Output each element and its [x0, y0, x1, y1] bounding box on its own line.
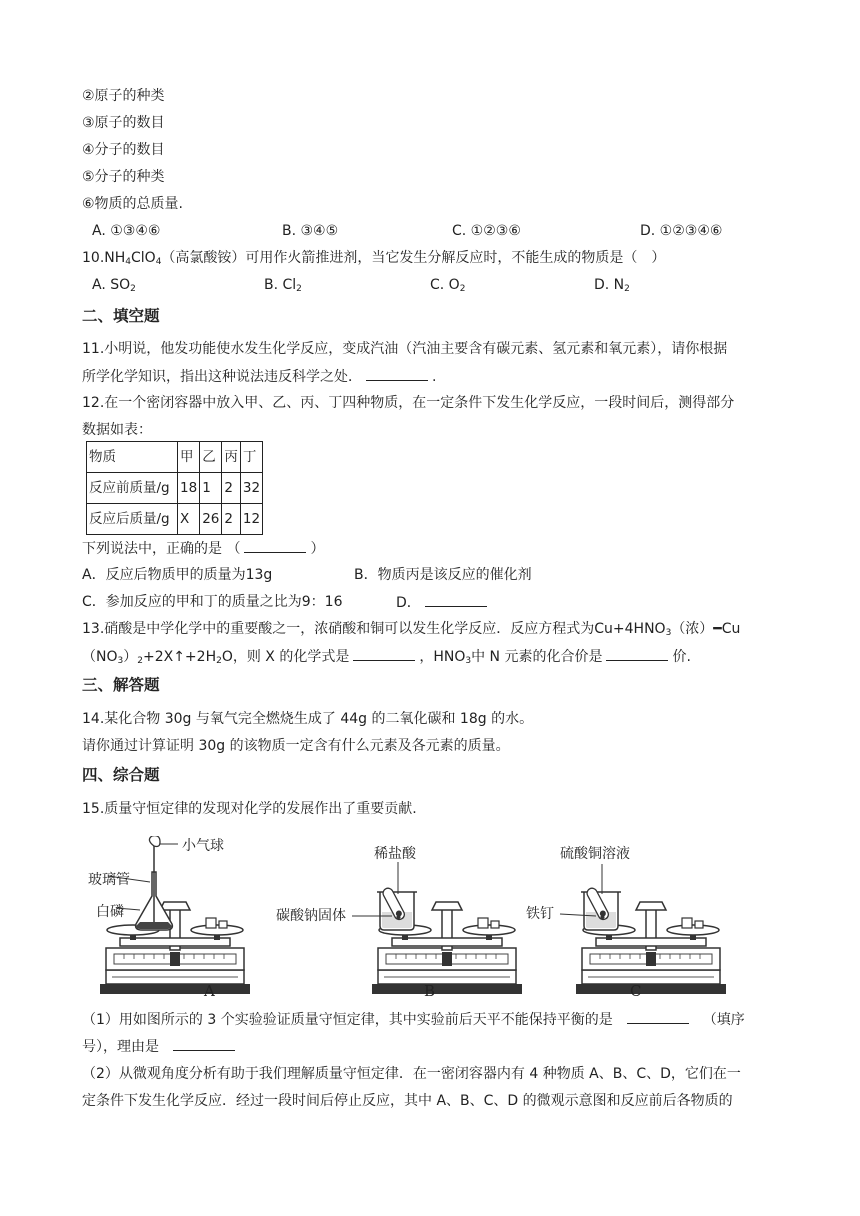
q15-balance-figure [80, 836, 780, 1002]
table-row [87, 504, 263, 535]
table-header-row [87, 442, 263, 473]
q10-option-b[interactable]: B. $Cl_2$ [264, 277, 302, 294]
table-cell: 1 [200, 473, 222, 504]
label-experiment-c: C [630, 982, 642, 1000]
q12-option-d[interactable]: D． [396, 592, 491, 613]
table-cell: 反应前质量/g [87, 473, 178, 504]
table-cell: 2 [222, 504, 241, 535]
table-header-cell: 乙 [200, 442, 222, 473]
table-cell: 反应后质量/g [87, 504, 178, 535]
label-copper-sulfate: 硫酸铜溶液 [560, 846, 630, 862]
label-sodium-carbonate: 碳酸钠固体 [276, 908, 346, 924]
q15-part2-line1: （2）从微观角度分析有助于我们理解质量守恒定律．在一密闭容器内有 4 种物质 A、B、C、D，它们在一 [82, 1066, 741, 1082]
table-header-cell: 丙 [222, 442, 241, 473]
table-row [87, 473, 263, 504]
section-comprehensive: 四、综合题 [82, 766, 160, 784]
q9-item-4: ④分子的数目 [82, 142, 165, 158]
label-experiment-a: A [204, 982, 215, 1000]
q12-option-b[interactable]: B．物质丙是该反应的催化剂 [354, 567, 532, 583]
q12-line-1: 12.在一个密闭容器中放入甲、乙、丙、丁四种物质，在一定条件下发生化学反应，一段时间后，测得部分 [82, 395, 735, 411]
q10-option-a[interactable]: A. $SO_2$ [92, 277, 136, 294]
section-fill-in: 二、填空题 [82, 307, 160, 325]
label-white-phosphorus: 白磷 [96, 904, 124, 920]
q12-answer-blank[interactable] [244, 538, 306, 553]
table-cell: 2 [222, 473, 241, 504]
q10-stem: $10.NH_4ClO_4$（高氯酸铵）可用作火箭推进剂，当它发生分解反应时，不能生成的物质是（ ） [82, 250, 666, 267]
q9-item-6: ⑥物质的总质量. [82, 196, 184, 212]
q15-part1-line2: 号），理由是 [82, 1036, 239, 1057]
q9-item-3: ③原子的数目 [82, 115, 165, 131]
q13-line-2: $(NO_3)_2+2X↑+2H_2O$，则 X 的化学式是 ，$HNO_3$中 N 元素的化合价是 价. [82, 646, 691, 667]
q12-data-table [86, 441, 263, 535]
label-experiment-b: B [424, 982, 436, 1000]
q15-part1-line1: （1）用如图所示的 3 个实验验证质量守恒定律，其中实验前后天平不能保持平衡的是 （填序 [82, 1009, 745, 1030]
q13-formula-blank[interactable] [353, 646, 415, 661]
q15-part2-line2: 定条件下发生化学反应．经过一段时间后停止反应，其中 A、B、C、D 的微观示意图和反应前后各物质的 [82, 1093, 733, 1109]
label-balloon: 小气球 [182, 838, 224, 854]
label-dilute-hcl: 稀盐酸 [374, 846, 416, 862]
q15-unbalanced-blank[interactable] [627, 1009, 689, 1024]
q14-line-2: 请你通过计算证明 30g 的该物质一定含有什么元素及各元素的质量。 [82, 738, 510, 754]
table-header-cell: 丁 [240, 442, 262, 473]
q9-option-b[interactable]: B. ③④⑤ [282, 223, 339, 239]
q11-answer-blank[interactable] [366, 366, 428, 381]
label-iron-nail: 铁钉 [526, 906, 554, 922]
q10-options [92, 275, 792, 295]
table-header-cell: 物质 [87, 442, 178, 473]
label-glass-tube: 玻璃管 [88, 872, 130, 888]
q15-intro: 15.质量守恒定律的发现对化学的发展作出了重要贡献. [82, 801, 417, 817]
q10-option-c[interactable]: C. $O_2$ [430, 277, 466, 294]
q9-option-c[interactable]: C. ①②③⑥ [452, 223, 521, 239]
q13-valence-blank[interactable] [606, 646, 668, 661]
section-answer: 三、解答题 [82, 676, 160, 694]
q12-line-2: 数据如表： [82, 422, 152, 438]
q9-option-a[interactable]: A. ①③④⑥ [92, 223, 161, 239]
table-cell: 32 [240, 473, 262, 504]
q10-option-d[interactable]: D. $N_2$ [594, 277, 630, 294]
q11-line-2: 所学化学知识，指出这种说法违反科学之处． . [82, 366, 436, 387]
q12-option-a[interactable]: A．反应后物质甲的质量为13g [82, 567, 273, 583]
table-cell: 12 [240, 504, 262, 535]
table-cell: 26 [200, 504, 222, 535]
q14-line-1: 14.某化合物 30g 与氧气完全燃烧生成了 44g 的二氧化碳和 18g 的水。 [82, 711, 534, 727]
q11-line-1: 11.小明说，他发功能使水发生化学反应，变成汽油（汽油主要含有碳元素、氢元素和氧元素），请你根据 [82, 341, 728, 357]
q9-item-2: ②原子的种类 [82, 88, 165, 104]
table-cell: 18 [178, 473, 200, 504]
q12-option-c[interactable]: C．参加反应的甲和丁的质量之比为9：16 [82, 594, 343, 610]
q13-line-1: 13.硝酸是中学化学中的重要酸之一，浓硝酸和铜可以发生化学反应．反应方程式为$Cu+4HNO_3$（浓）━Cu [82, 621, 741, 638]
table-header-cell: 甲 [178, 442, 200, 473]
q15-reason-blank[interactable] [173, 1036, 235, 1051]
q9-item-5: ⑤分子的种类 [82, 169, 165, 185]
table-cell: X [178, 504, 200, 535]
q12-option-d-blank[interactable] [425, 592, 487, 607]
q12-ask: 下列说法中，正确的是 （ ） [82, 538, 324, 559]
q9-option-d[interactable]: D. ①②③④⑥ [640, 223, 723, 239]
q9-options [92, 221, 792, 241]
